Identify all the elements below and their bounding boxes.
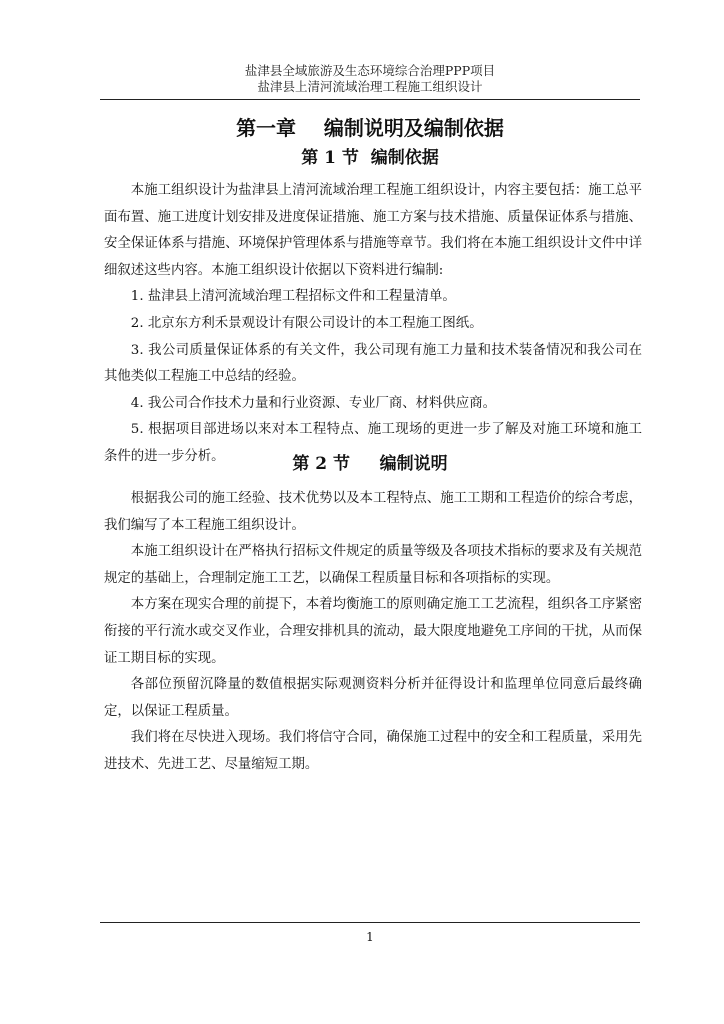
header-line-2: 盐津县上清河流域治理工程施工组织设计	[257, 79, 483, 94]
section-2-paragraph: 本方案在现实合理的前提下，本着均衡施工的原则确定施工工艺流程，组织各工序紧密衔接的平行流水或交叉作业，合理安排机具的流动，最大限度地避免工序间的干扰，从而保证工期目标的实现。	[104, 597, 642, 666]
chapter-title: 第一章 编制说明及编制依据	[236, 116, 504, 140]
page-number: 1	[366, 930, 374, 944]
section-1-list-item: 2. 北京东方利禾景观设计有限公司设计的本工程施工图纸。	[130, 315, 483, 331]
section-2-paragraph: 根据我公司的施工经验、技术优势以及本工程特点、施工工期和工程造价的综合考虑，我们编写了本工程施工组织设计。	[104, 491, 642, 533]
footer-divider	[100, 922, 640, 923]
section-2-paragraph: 我们将在尽快进入现场。我们将信守合同，确保施工过程中的安全和工程质量，采用先进技术、先进工艺、尽量缩短工期。	[104, 730, 642, 772]
section-1-list-item: 5. 根据项目部进场以来对本工程特点、施工现场的更进一步了解及对施工环境和施工条件的进一步分析。	[104, 422, 642, 464]
header-divider	[100, 99, 640, 100]
section-2-body	[104, 486, 642, 779]
section-2-title: 第 2 节 编制说明	[292, 454, 448, 474]
section-2-paragraph: 各部位预留沉降量的数值根据实际观测资料分析并征得设计和监理单位同意后最终确定，以保证工程质量。	[104, 677, 642, 719]
section-2-paragraph: 本施工组织设计在严格执行招标文件规定的质量等级及各项技术指标的要求及有关规范规定的基础上，合理制定施工工艺，以确保工程质量目标和各项指标的实现。	[104, 544, 642, 586]
header-line-1: 盐津县全域旅游及生态环境综合治理PPP项目	[244, 63, 496, 78]
section-1-paragraph: 本施工组织设计为盐津县上清河流域治理工程施工组织设计，内容主要包括：施工总平面布置、施工进度计划安排及进度保证措施、施工方案与技术措施、质量保证体系与措施、安全保证体系与措施、环境保护管理体系与措施等章节。我们将在本施工组织设计文件中详细叙述这些内容。本施工组织设计依据以下资料进行编制:	[104, 183, 642, 278]
section-1-list-item: 3. 我公司质量保证体系的有关文件，我公司现有施工力量和技术装备情况和我公司在其他类似工程施工中总结的经验。	[104, 342, 642, 385]
section-1-list-item: 4. 我公司合作技术力量和行业资源、专业厂商、材料供应商。	[130, 395, 496, 411]
page-header	[100, 63, 640, 95]
section-1-title: 第 1 节 编制依据	[301, 148, 439, 168]
section-1-body	[104, 178, 642, 471]
section-1-list-item: 1. 盐津县上清河流域治理工程招标文件和工程量清单。	[130, 289, 456, 305]
